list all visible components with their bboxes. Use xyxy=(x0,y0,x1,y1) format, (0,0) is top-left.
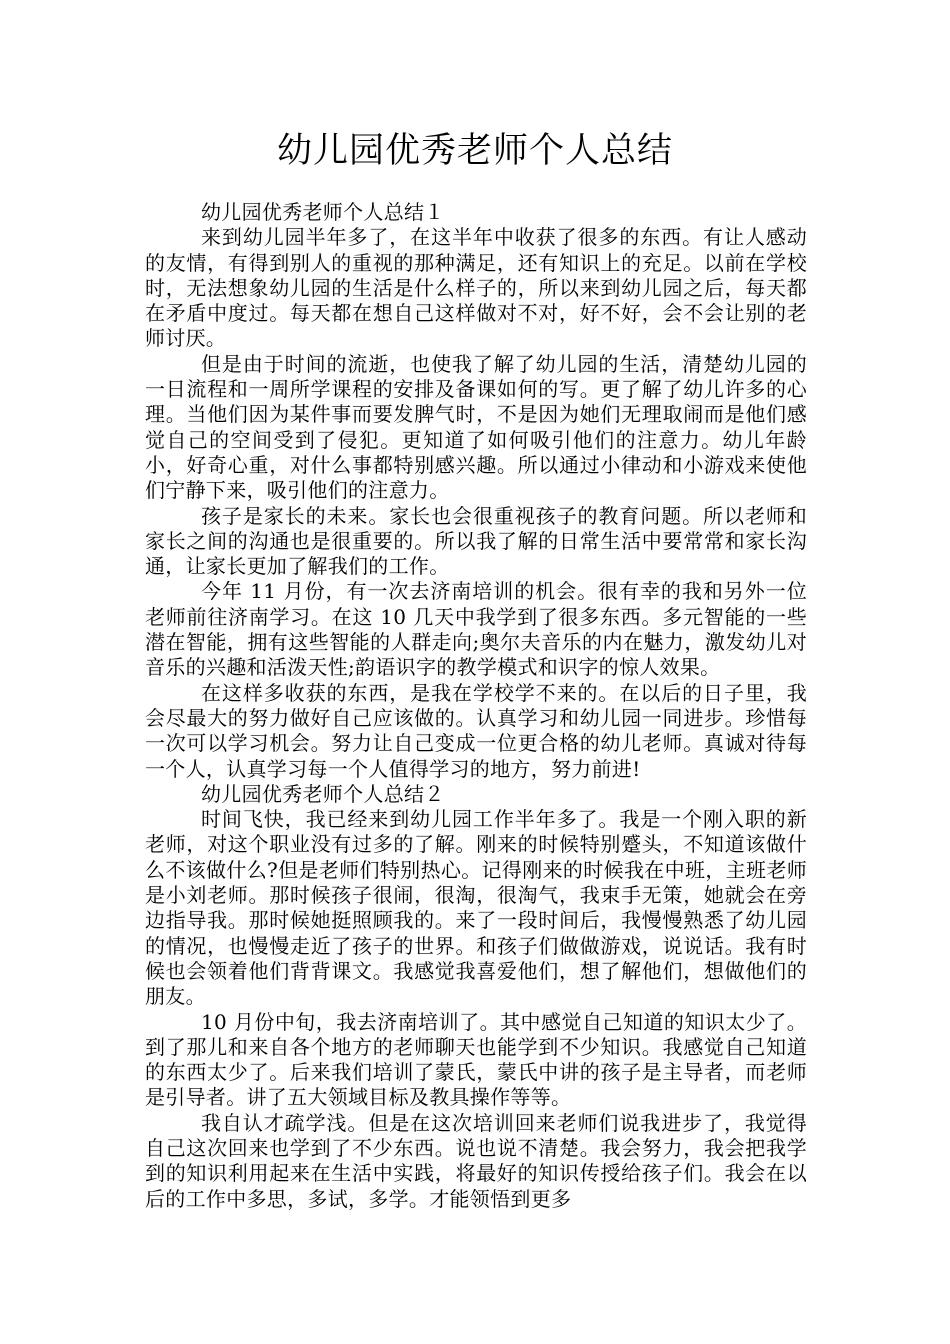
paragraph: 孩子是家长的未来。家长也会很重视孩子的教育问题。所以老师和家长之间的沟通也是很重要的。所以我了解的日常生活中要常常和家长沟通，让家长更加了解我们的工作。 xyxy=(145,503,807,579)
paragraph: 来到幼儿园半年多了，在这半年中收获了很多的东西。有让人感动的友情，有得到别人的重视的那种满足，还有知识上的充足。以前在学校时，无法想象幼儿园的生活是什么样子的，所以来到幼儿园之后，每天都在矛盾中度过。每天都在想自己这样做对不对，好不好，会不会让别的老师讨厌。 xyxy=(145,225,807,351)
document-body xyxy=(145,200,807,1212)
paragraph: 但是由于时间的流逝，也使我了解了幼儿园的生活，清楚幼儿园的一日流程和一周所学课程的安排及备课如何的写。更了解了幼儿许多的心理。当他们因为某件事而要发脾气时，不是因为她们无理取闹而是他们感觉自己的空间受到了侵犯。更知道了如何吸引他们的注意力。幼儿年龄小，好奇心重，对什么事都特别感兴趣。所以通过小律动和小游戏来使他们宁静下来，吸引他们的注意力。 xyxy=(145,351,807,503)
document-title: 幼儿园优秀老师个人总结 xyxy=(276,131,673,171)
section-heading-1: 幼儿园优秀老师个人总结１ xyxy=(201,200,445,224)
paragraph: 时间飞快，我已经来到幼儿园工作半年多了。我是一个刚入职的新老师，对这个职业没有过多的了解。刚来的时候特别蹙头，不知道该做什么不该做什么?但是老师们特别热心。记得刚来的时候我在中班，主班老师是小刘老师。那时候孩子很闹，很淘，很淘气，我束手无策，她就会在旁边指导我。那时候她挺照顾我的。来了一段时间后，我慢慢熟悉了幼儿园的情况，也慢慢走近了孩子的世界。和孩子们做做游戏，说说话。我有时候也会领着他们背背课文。我感觉我喜爱他们，想了解他们，想做他们的朋友。 xyxy=(145,807,807,1009)
paragraph: 在这样多收获的东西，是我在学校学不来的。在以后的日子里，我会尽最大的努力做好自己应该做的。认真学习和幼儿园一同进步。珍惜每一次可以学习机会。努力让自己变成一位更合格的幼儿老师。真诚对待每一个人，认真学习每一个人值得学习的地方，努力前进! xyxy=(145,680,807,781)
paragraph: 10 月份中旬，我去济南培训了。其中感觉自己知道的知识太少了。到了那儿和来自各个地方的老师聊天也能学到不少知识。我感觉自己知道的东西太少了。后来我们培训了蒙氏，蒙氏中讲的孩子是主导者，而老师是引导者。讲了五大领域目标及教具操作等等。 xyxy=(145,1009,807,1110)
paragraph: 今年 11 月份，有一次去济南培训的机会。很有幸的我和另外一位老师前往济南学习。在这 10 几天中我学到了很多东西。多元智能的一些潜在智能，拥有这些智能的人群走向;奥尔夫音乐的内在魅力，激发幼儿对音乐的兴趣和活泼天性;韵语识字的教学模式和识字的惊人效果。 xyxy=(145,579,807,680)
section-heading-2: 幼儿园优秀老师个人总结２ xyxy=(201,781,445,806)
paragraph: 我自认才疏学浅。但是在这次培训回来老师们说我进步了，我觉得自己这次回来也学到了不少东西。说也说不清楚。我会努力，我会把我学到的知识利用起来在生活中实践，将最好的知识传授给孩子们。我会在以后的工作中多思，多试，多学。才能领悟到更多 xyxy=(145,1110,807,1211)
